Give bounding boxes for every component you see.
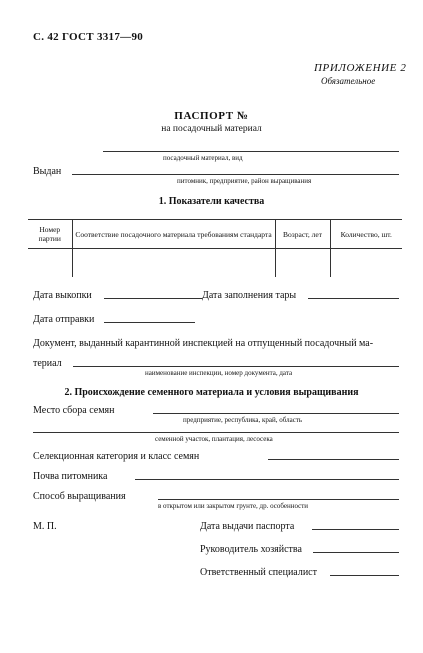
cell-age[interactable]: [275, 249, 330, 278]
head-line[interactable]: [313, 552, 399, 553]
cell-compliance[interactable]: [72, 249, 275, 278]
caption-method: в открытом или закрытом грунте, др. особенности: [158, 502, 309, 510]
caption-seed-place: предприятие, республика, край, область: [183, 416, 303, 424]
issued-line[interactable]: [72, 174, 399, 175]
col-compliance: Соответствие посадочного материала требованиям стандарта: [72, 220, 275, 249]
dig-date-label: Дата выкопки: [33, 290, 92, 301]
doc-text-cont: териал: [33, 358, 62, 369]
issue-date-label: Дата выдачи паспорта: [200, 521, 295, 532]
col-batch: Номер партии: [28, 220, 72, 249]
stamp-label: М. П.: [33, 521, 57, 532]
quality-table: [28, 219, 402, 277]
seed-plot-line[interactable]: [33, 432, 399, 433]
specialist-label: Ответственный специалист: [200, 567, 317, 578]
ship-date-line[interactable]: [104, 322, 195, 323]
caption-seed-plot: семенной участок, плантация, лесосека: [155, 435, 273, 443]
fill-date-label: Дата заполнения тары: [202, 290, 297, 301]
method-line[interactable]: [158, 499, 399, 500]
method-label: Способ выращивания: [33, 491, 126, 502]
col-age: Возраст, лет: [275, 220, 330, 249]
material-line[interactable]: [103, 151, 399, 152]
issued-label: Выдан: [33, 166, 62, 177]
section1-title: 1. Показатели качества: [158, 196, 265, 207]
selection-line[interactable]: [268, 459, 399, 460]
appendix-status: Обязательное: [321, 76, 376, 86]
page-reference: С. 42 ГОСТ 3317—90: [33, 31, 144, 43]
fill-date-line[interactable]: [308, 298, 399, 299]
caption-doc: наименование инспекции, номер документа, дата: [145, 369, 293, 377]
col-quantity: Количество, шт.: [330, 220, 402, 249]
caption-nursery: питомник, предприятие, район выращивания: [177, 177, 312, 185]
appendix-title: ПРИЛОЖЕНИЕ 2: [314, 62, 407, 74]
table-header-row: [28, 220, 402, 249]
table-row: [28, 249, 402, 278]
seed-place-label: Место сбора семян: [33, 405, 115, 416]
selection-label: Селекционная категория и класс семян: [33, 451, 200, 462]
passport-title: ПАСПОРТ №: [174, 110, 249, 122]
issue-date-line[interactable]: [312, 529, 399, 530]
head-label: Руководитель хозяйства: [200, 544, 302, 555]
section2-title: 2. Происхождение семенного материала и условия выращивания: [64, 387, 359, 398]
passport-subtitle: на посадочный материал: [161, 124, 262, 134]
soil-label: Почва питомника: [33, 471, 108, 482]
cell-quantity[interactable]: [330, 249, 402, 278]
caption-material: посадочный материал, вид: [163, 154, 243, 162]
soil-line[interactable]: [135, 479, 399, 480]
specialist-line[interactable]: [330, 575, 399, 576]
doc-line[interactable]: [73, 366, 399, 367]
doc-text: Документ, выданный карантинной инспекцией на отпущенный посадочный ма-: [33, 338, 374, 349]
dig-date-line[interactable]: [104, 298, 202, 299]
ship-date-label: Дата отправки: [33, 314, 95, 325]
cell-batch[interactable]: [28, 249, 72, 278]
seed-place-line[interactable]: [153, 413, 399, 414]
